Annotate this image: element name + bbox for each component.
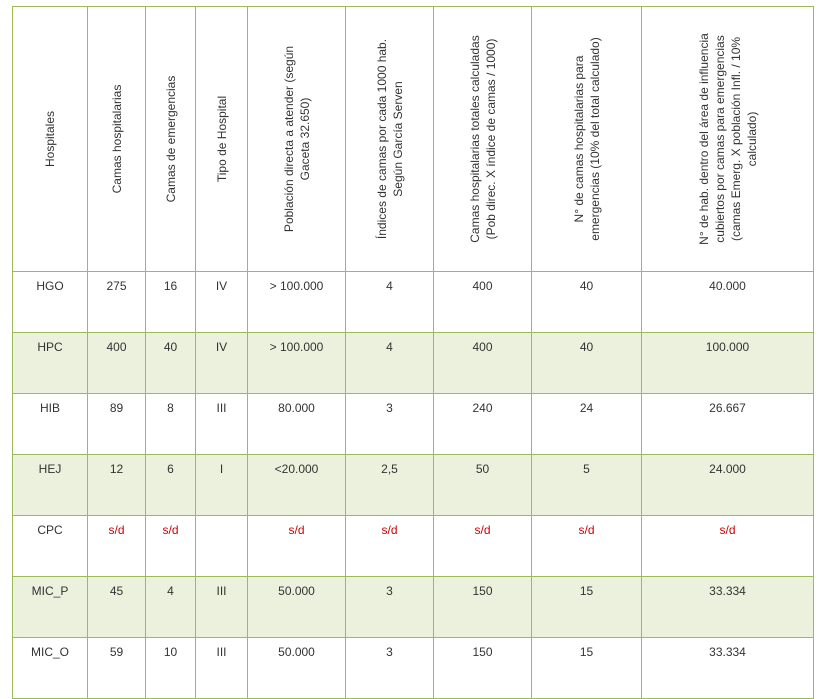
header-cell: [532, 7, 642, 272]
table-cell: 240: [434, 394, 532, 455]
table-row: [13, 577, 814, 638]
table-cell: 10: [146, 638, 196, 699]
table-cell: 26.667: [642, 394, 814, 455]
hospital-name-cell: HIB: [13, 394, 88, 455]
table-row: [13, 333, 814, 394]
table-cell: IV: [196, 272, 248, 333]
header-cell: [88, 7, 146, 272]
header-cell: [196, 7, 248, 272]
table-cell: 4: [146, 577, 196, 638]
header-text: Hospitales: [43, 110, 57, 168]
table-cell: 100.000: [642, 333, 814, 394]
header-text: Camas de emergencias: [163, 75, 178, 203]
table-cell: 2,5: [346, 455, 434, 516]
table-cell: 40: [532, 333, 642, 394]
header-text: Población directa a atender (según Gaceta 32.650): [281, 45, 312, 233]
table-cell: 40: [146, 333, 196, 394]
table-cell: > 100.000: [248, 272, 346, 333]
table-row: [13, 638, 814, 699]
header-text: Camas hospitalarias totales calculadas (Pob direc. X índice de camas / 1000): [467, 35, 498, 243]
table-cell: 24: [532, 394, 642, 455]
header-cell: [146, 7, 196, 272]
table-cell: III: [196, 394, 248, 455]
table-cell: 15: [532, 638, 642, 699]
table-cell: III: [196, 638, 248, 699]
table-cell: 150: [434, 638, 532, 699]
header-text: N° de camas hospitalarias para emergencias (10% del total calculado): [571, 37, 602, 241]
table-row: [13, 394, 814, 455]
table-cell: 400: [434, 272, 532, 333]
table-cell: > 100.000: [248, 333, 346, 394]
table-cell: 50: [434, 455, 532, 516]
table-cell: 33.334: [642, 638, 814, 699]
table-cell: IV: [196, 333, 248, 394]
header-text: Tipo de Hospital: [214, 95, 229, 183]
table-cell: 80.000: [248, 394, 346, 455]
table-cell: 40.000: [642, 272, 814, 333]
header-cell: [642, 7, 814, 272]
table-cell: 400: [434, 333, 532, 394]
table-cell: 3: [346, 394, 434, 455]
table-cell: 16: [146, 272, 196, 333]
header-text: Índices de camas por cada 1000 hab. Según García Serven: [374, 38, 405, 240]
table-cell: s/d: [346, 516, 434, 577]
table-cell: 4: [346, 333, 434, 394]
table-cell: 400: [88, 333, 146, 394]
table-cell: 33.334: [642, 577, 814, 638]
table-cell: 40: [532, 272, 642, 333]
table-cell: 5: [532, 455, 642, 516]
table-cell: 50.000: [248, 577, 346, 638]
header-cell: [346, 7, 434, 272]
header-cell: [434, 7, 532, 272]
table-cell: 50.000: [248, 638, 346, 699]
header-text: N° de hab. dentro del área de influencia cubiertos por camas para emergencias (camas Emerg. X población Infl. / 10% calculado): [696, 33, 759, 245]
table-cell: 89: [88, 394, 146, 455]
header-text: Camas hospitalarias: [109, 84, 124, 194]
table-cell: <20.000: [248, 455, 346, 516]
table-cell: 24.000: [642, 455, 814, 516]
table-cell: III: [196, 577, 248, 638]
hospital-name-cell: HEJ: [13, 455, 88, 516]
hospital-beds-table: [12, 6, 814, 699]
table-cell: 3: [346, 577, 434, 638]
table-cell: 12: [88, 455, 146, 516]
hospital-name-cell: HPC: [13, 333, 88, 394]
table-cell: [196, 516, 248, 577]
table-cell: 150: [434, 577, 532, 638]
table-cell: 45: [88, 577, 146, 638]
header-cell: [13, 7, 88, 272]
table-cell: 6: [146, 455, 196, 516]
table-cell: I: [196, 455, 248, 516]
table-cell: s/d: [434, 516, 532, 577]
header-cell: [248, 7, 346, 272]
table-cell: 59: [88, 638, 146, 699]
hospital-name-cell: MIC_O: [13, 638, 88, 699]
table-cell: s/d: [248, 516, 346, 577]
header-row: [13, 7, 814, 272]
table-row: [13, 455, 814, 516]
table-row: [13, 516, 814, 577]
table-cell: 15: [532, 577, 642, 638]
table-cell: s/d: [88, 516, 146, 577]
hospital-name-cell: CPC: [13, 516, 88, 577]
hospital-name-cell: HGO: [13, 272, 88, 333]
table-cell: 8: [146, 394, 196, 455]
table-row: [13, 272, 814, 333]
hospital-name-cell: MIC_P: [13, 577, 88, 638]
table-cell: s/d: [532, 516, 642, 577]
table-cell: s/d: [642, 516, 814, 577]
table-cell: 4: [346, 272, 434, 333]
table-cell: 3: [346, 638, 434, 699]
table-cell: s/d: [146, 516, 196, 577]
table-cell: 275: [88, 272, 146, 333]
